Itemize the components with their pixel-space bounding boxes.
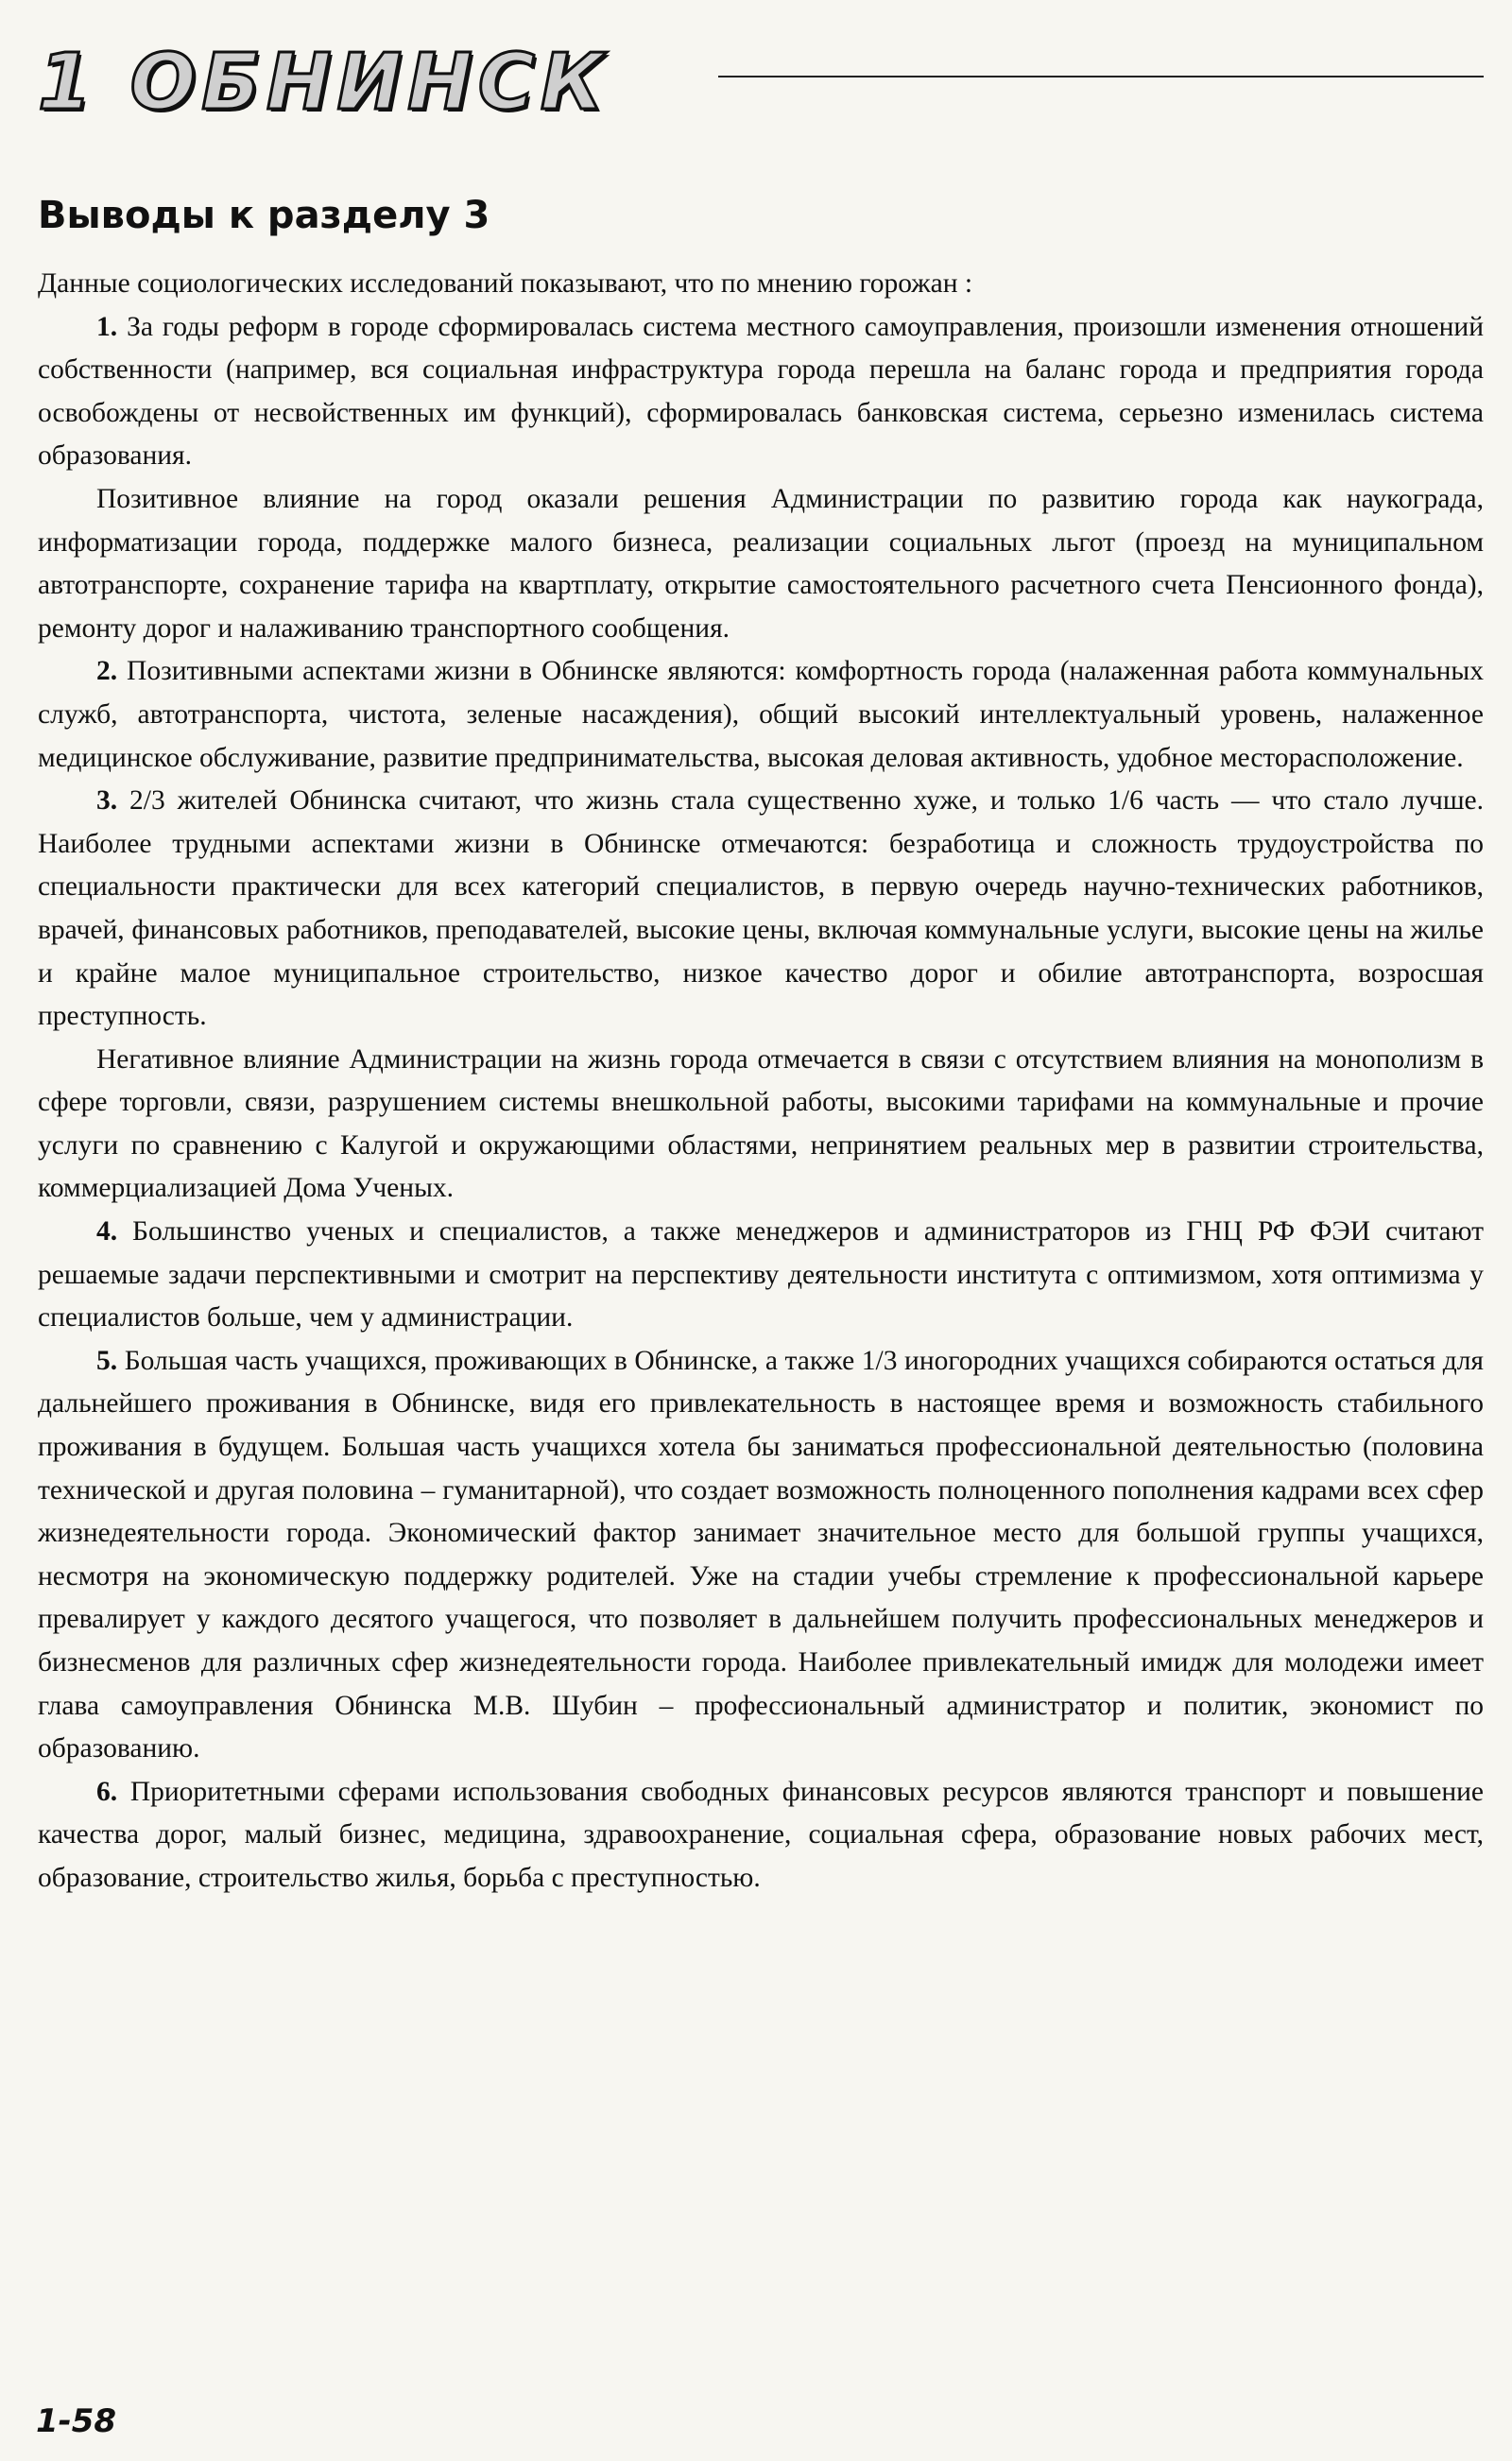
body-text [38,263,1484,1901]
paragraph-1-continued [38,478,1484,650]
paragraph-text: Позитивное влияние на город оказали решения Администрации по развитию города как наукограда, информатизации города, поддержке малого бизнеса, реализации социальных льгот (проезд на муниципальном автотранспорте, сохранение тарифа на квартплату, открытие самостоятельного расчетного счета Пенсионного фонда), ремонту дорог и налаживанию транспортного сообщения. [38,483,1484,644]
paragraph-text: Большая часть учащихся, проживающих в Обнинске, а также 1/3 иногородних учащихся собираются остаться для дальнейшего проживания в Обнинске, видя его привлекательность в настоящее время и возможность стабильного проживания в будущем. Большая часть учащихся хотела бы заниматься профессиональной деятельностью (половина технической и другая половина – гуманитарной), что создает возможность полноценного пополнения кадрами всех сфер жизнедеятельности города. Экономический фактор занимает значительное место для большой группы учащихся, несмотря на экономическую поддержку родителей. Уже на стадии учебы стремление к профессиональной карьере превалирует у каждого десятого учащегося, что позволяет в дальнейшем получить профессиональных менеджеров и бизнесменов для различных сфер жизнедеятельности города. Наиболее привлекательный имидж для молодежи имеет глава самоуправления Обнинска М.В. Шубин – профессиональный администратор и политик, экономист по образованию. [38,1345,1484,1764]
paragraph-text: 2/3 жителей Обнинска считают, что жизнь стала существенно хуже, и только 1/6 часть — что стало лучше. Наиболее трудными аспектами жизни в Обнинске отмечаются: безработица и сложность трудоустройства по специальности практически для всех категорий специалистов, в первую очередь научно-технических работников, врачей, финансовых работников, преподавателей, высокие цены, включая коммунальные услуги, высокие цены на жилье и крайне малое муниципальное строительство, низкое качество дорог и обилие автотранспорта, возросшая преступность. [38,785,1485,1032]
paragraph-4 [38,1211,1484,1340]
paragraph-text: Большинство ученых и специалистов, а также менеджеров и администраторов из ГНЦ РФ ФЭИ считают решаемые задачи перспективными и смотрит на перспективу деятельности института с оптимизмом, хотя оптимизма у специалистов больше, чем у администрации. [38,1216,1484,1334]
paragraph-2 [38,650,1484,780]
intro-paragraph: Данные социологических исследований показывают, что по мнению горожан : [38,268,973,299]
paragraph-number: 5. [96,1345,118,1376]
paragraph-text: Негативное влияние Администрации на жизнь города отмечается в связи с отсутствием влияния на монополизм в сфере торговли, связи, разрушением системы внешкольной работы, высокими тарифами на коммунальные и прочие услуги по сравнению с Калугой и окружающими областями, непринятием реальных мер в развитии строительства, коммерциализацией Дома Ученых. [38,1043,1484,1204]
paragraph-6 [38,1771,1484,1901]
paragraph-1 [38,306,1484,478]
header-rule [718,76,1484,77]
paragraph-number: 4. [96,1216,118,1248]
section-title: Выводы к разделу 3 [38,194,490,237]
paragraph-number: 1. [96,311,118,342]
page-number: 1-58 [36,2402,117,2440]
paragraph-3 [38,780,1484,1039]
paragraph-text: Позитивными аспектами жизни в Обнинске являются: комфортность города (налаженная работа коммунальных служб, автотранспорта, чистота, зеленые насаждения), общий высокий интеллектуальный уровень, налаженное медицинское обслуживание, развитие предпринимательства, высокая деловая активность, удобное месторасположение. [38,656,1484,773]
paragraph-3-continued [38,1039,1484,1211]
paragraph-number: 2. [96,656,118,687]
paragraph-text: Приоритетными сферами использования свободных финансовых ресурсов являются транспорт и повышение качества дорог, малый бизнес, медицина, здравоохранение, социальная сфера, образование новых рабочих мест, образование, строительство жилья, борьба с преступностью. [38,1776,1484,1893]
paragraph-number: 3. [96,785,118,817]
paragraph-number: 6. [96,1776,118,1807]
header-logo: 1 ОБНИНСК [38,38,610,128]
paragraph-5 [38,1340,1484,1771]
paragraph-text: За годы реформ в городе сформировалась система местного самоуправления, произошли изменения отношений собственности (например, вся социальная инфраструктура города перешла на баланс города и предприятия города освобождены от несвойственных им функций), сформировалась банковская система, серьезно изменилась система образования. [38,311,1484,472]
page-header [38,36,1484,130]
